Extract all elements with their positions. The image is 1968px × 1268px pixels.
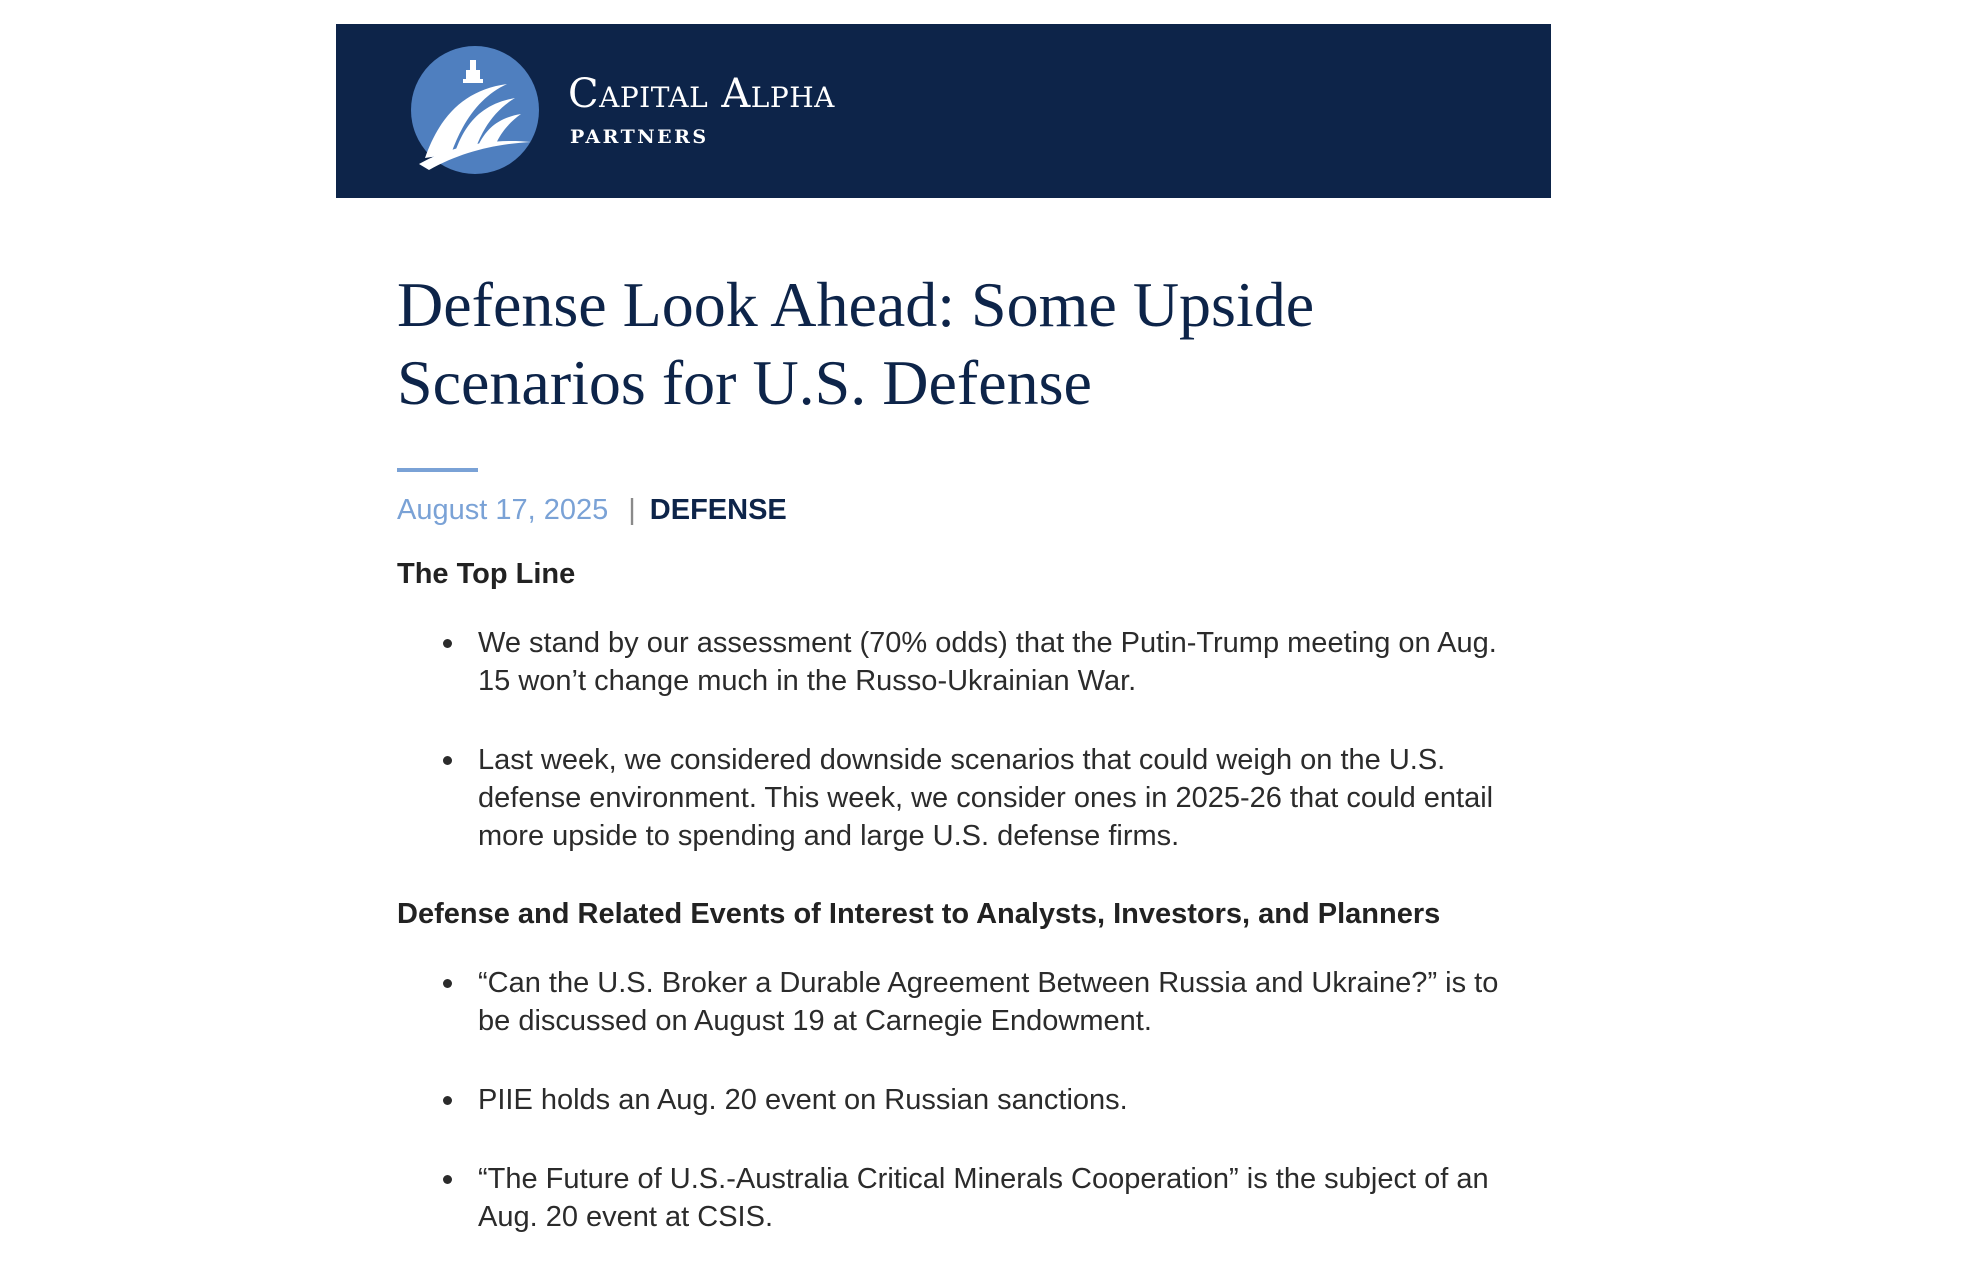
list-item [397,624,1507,700]
section-heading-events: Defense and Related Events of Interest to Analysts, Investors, and Planners [397,898,1441,930]
list-item [397,1160,1507,1236]
article-title-line-1: Defense Look Ahead: Some Upside [397,269,1315,340]
section-heading-top-line: The Top Line [397,558,576,590]
bullet-list-top-line [397,624,1507,855]
bullet-icon [443,979,452,988]
accent-rule [397,468,478,472]
capitol-dome-icon [411,46,539,174]
list-item-text: PIIE holds an Aug. 20 event on Russian sanctions. [478,1084,1128,1116]
article-meta [397,490,1507,530]
bullet-icon [443,1096,452,1105]
bullet-icon [443,1175,452,1184]
article [397,266,1507,1236]
list-item [397,1081,1507,1119]
brand-name: Capital Alpha [568,71,835,117]
list-item [397,964,1507,1040]
list-item-text: “The Future of U.S.-Australia Critical Minerals Cooperation” is the subject of an Aug. 20 event at CSIS. [478,1163,1489,1233]
meta-separator: | [628,494,636,526]
bullet-icon [443,639,452,648]
publish-date: August 17, 2025 [397,494,609,526]
category-label[interactable]: DEFENSE [649,494,787,526]
bullet-icon [443,756,452,765]
article-title [397,266,1507,422]
list-item-text: Last week, we considered downside scenarios that could weigh on the U.S. defense environment. This week, we consider ones in 2025-26 that could entail more upside to spending and large U.S. defense firms. [478,744,1494,852]
list-item-text: “Can the U.S. Broker a Durable Agreement Between Russia and Ukraine?” is to be discussed on August 19 at Carnegie Endowment. [478,967,1499,1037]
list-item [397,741,1507,855]
article-title-line-2: Scenarios for U.S. Defense [397,347,1092,418]
bullet-list-events [397,964,1507,1236]
brand-subtitle: PARTNERS [570,126,709,148]
header-banner [336,24,1551,198]
list-item-text: We stand by our assessment (70% odds) that the Putin-Trump meeting on Aug. 15 won’t change much in the Russo-Ukrainian War. [478,627,1497,697]
